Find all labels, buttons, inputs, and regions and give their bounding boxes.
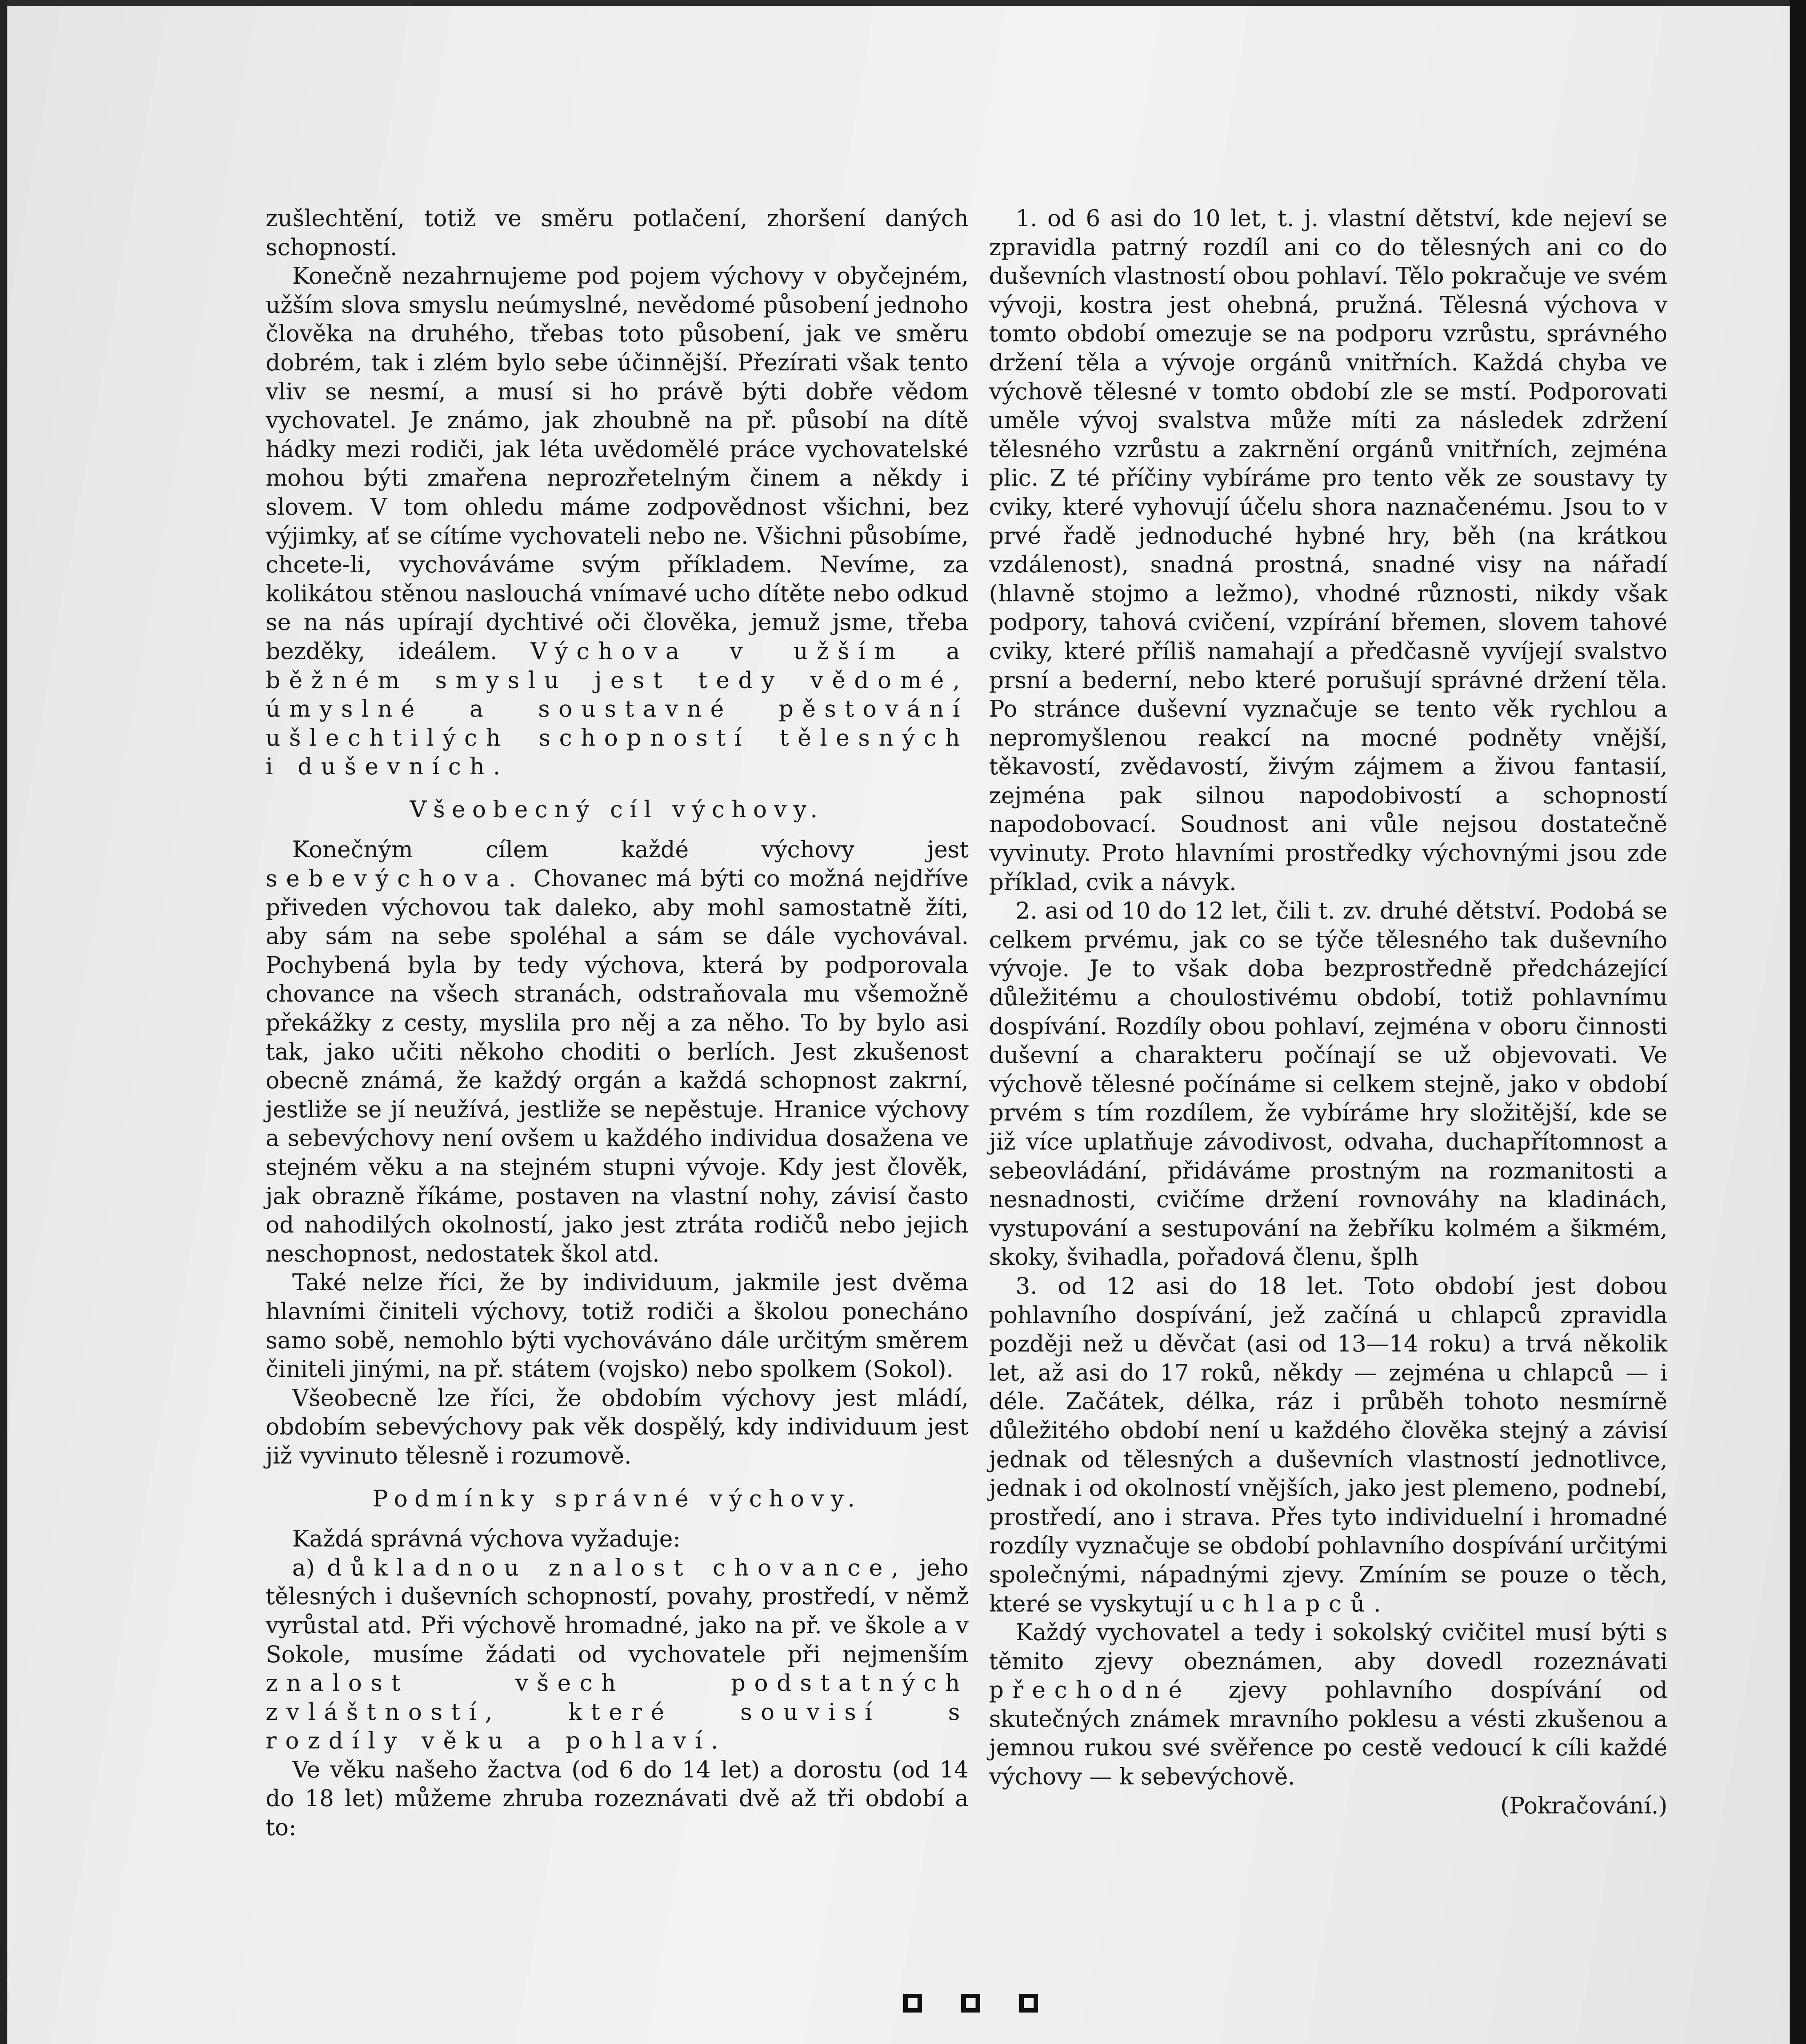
- paragraph-text: 3. od 12 asi do 18 let. Toto období jest dobou pohlavního dospívání, jež začíná u chlapců zpravidla později než u děvčat (asi od 13—14 roku) a trvá několik let, až asi do 17 roků, někdy — zejména u chlapců — i déle. Začátek, délka, ráz i průběh tohoto nesmírně důležitého období není u každého člověka stejný a závisí jednak od tělesných a duševních vlastností jednotlivce, jednak i od okolností vnějších, jako jest plemeno, podnebí, prostředí, ano i strava. Přes tyto individuelní i hromadné rozdíly vyznačuje se období pohlavního dospívání určitými společnými, nápadnými zjevy. Zmíním se pouze o těch, které se vyskytují u: [989, 1273, 1667, 1617]
- paragraph: Ve věku našeho žactva (od 6 do 14 let) a dorostu (od 14 do 18 let) můžeme zhruba rozeznávati dvě až tři období a to:: [266, 1756, 969, 1841]
- section-heading: Všeobecný cíl výchovy.: [410, 796, 825, 823]
- paragraph: [266, 262, 969, 782]
- left-column: [266, 204, 969, 1842]
- paragraph: zušlechtění, totiž ve směru potlačení, zhoršení daných schopností.: [266, 205, 969, 261]
- list-marker: a): [292, 1554, 315, 1581]
- scan-border-right: [1790, 0, 1806, 2044]
- paragraph: [266, 836, 969, 1269]
- section-heading: Podmínky správné výchovy.: [372, 1485, 862, 1512]
- right-column: [989, 204, 1667, 1820]
- continuation-note: (Pokračování.): [1500, 1792, 1667, 1819]
- paragraph-text: zjevy pohlavního dospívání od skutečných známek mravního poklesu a vésti zkušenou a jemnou rukou své svěřence po cestě vedoucí k cíli každé výchovy — k sebevýchově.: [989, 1677, 1667, 1791]
- paragraph-text: Chovanec má býti co možná nejdříve přiveden výchovou tak daleko, aby mohl samostatně žíti, aby sám na sebe spoléhal a sám se dále vychovával. Pochybená byla by tedy výchova, která by podporovala chovance na všech stranách, odstraňovala mu všemožně překážky z cesty, myslila pro něj a za něho. To by bylo asi tak, jako učiti někoho choditi o berlích. Jest zkušenost obecně známá, že každý orgán a každá schopnost zakrní, jestliže se jí neužívá, jestliže se nepěstuje. Hranice výchovy a sebevýchovy není ovšem u každého individua dosažena ve stejném věku a na stejném stupni vývoje. Kdy jest člověk, jak obrazně říkáme, postaven na vlastní nohy, závisí často od nahodilých okolností, jako jest ztráta rodičů nebo jejich neschopnost, nedostatek škol atd.: [266, 865, 969, 1267]
- spaced-emphasis: důkladnou znalost chovance,: [327, 1554, 907, 1581]
- paragraph: Všeobecně lze říci, že obdobím výchovy jest mládí, obdobím sebevýchovy pak věk dospělý, kdy individuum jest již vyvinuto tělesně i rozumově.: [266, 1385, 969, 1469]
- paragraph: [989, 1272, 1667, 1618]
- scan-border-top: [0, 0, 1806, 6]
- paragraph: 2. asi od 10 do 12 let, čili t. zv. druhé dětství. Podobá se celkem prvému, jak co se týče tělesného tak duševního vývoje. Je to však doba bezprostředně předcházející důležitému a choulostivému období, totiž pohlavnímu dospívání. Rozdíly obou pohlaví, zejména v oboru činnosti duševní a charakteru počínají se už objevovati. Ve výchově tělesné počínáme si celkem stejně, jako v období prvém s tím rozdílem, že vybíráme hry složitější, kde se již více uplatňuje závodivost, odvaha, duchapřítomnost a sebeovládání, přidáváme prostným na rozmanitosti a nesnadnosti, cvičíme držení rovnováhy na kladinách, vystupování a sestupování na žebříku kolmém a šikmém, skoky, švihadla, pořadová členu, šplh: [989, 898, 1667, 1271]
- paragraph: [266, 1554, 969, 1756]
- paragraph-text: Konečným cílem každé výchovy jest: [292, 836, 969, 863]
- spaced-emphasis: chlapců.: [1222, 1590, 1390, 1617]
- paragraph-text: Každý vychovatel a tedy i sokolský cvičitel musí býti s těmito zjevy obeznámen, aby dovedl rozeznávati: [989, 1619, 1667, 1675]
- paragraph-text: Konečně nezahrnujeme pod pojem výchovy v obyčejném, užším slova smyslu neúmyslné, nevědomé působení jednoho člověka na druhého, třebas toto působení, jak ve směru dobrém, tak i zlém bylo sebe účinnější. Přezírati však tento vliv se nesmí, a musí si ho právě býti dobře vědom vychovatel. Je známo, jak zhoubně na př. působí na dítě hádky mezi rodiči, jak léta uvědomělé práce vychovatelské mohou býti zmařena neprozřetelným činem a někdy i slovem. V tom ohledu máme zodpovědnost všichni, bez výjimky, ať se cítíme vychovateli nebo ne. Všichni působíme, chcete-li, vychováváme svým příkladem. Nevíme, za kolikátou stěnou naslouchá vnímavé ucho dítěte nebo odkud se na nás upírají dychtivé oči člověka, jemuž jsme, třeba bezděky, ideálem.: [266, 263, 969, 665]
- paragraph-text: jeho tělesných i duševních schopností, povahy, prostředí, v němž vyrůstal atd. Při výchově hromadné, jako na př. ve škole a v Sokole, musíme žádati od vychovatele při nejmenším: [266, 1554, 969, 1668]
- paragraph: 1. od 6 asi do 10 let, t. j. vlastní dětství, kde nejeví se zpravidla patrný rozdíl ani co do tělesných ani co do duševních vlastností obou pohlaví. Tělo pokračuje ve svém vývoji, kostra jest ohebná, pružná. Tělesná výchova v tomto období omezuje se na podporu vzrůstu, správného držení těla a vývoje orgánů vnitřních. Každá chyba ve výchově tělesné v tomto období zle se mstí. Podporovati uměle vývoj svalstva může míti za následek zdržení tělesného vzrůstu a zakrnění orgánů vnitřních, zejména plic. Z té příčiny vybíráme pro tento věk ze soustavy ty cviky, které vyhovují účelu shora naznačenému. Jsou to v prvé řadě jednoduché hybné hry, běh (na krátkou vzdálenost), snadná prostná, snadné visy na nářadí (hlavně stojmo a ležmo), vhodné různosti, nikdy však podpory, tahová cvičení, vzpírání břemen, slovem tahové cviky, které příliš namahají a předčasně vyvíjejí svalstvo prsní a bederní, nebo které porušují správné držení těla. Po stránce duševní vyznačuje se tento věk rychlou a nepromyšlenou reakcí na mocné podněty vnější, těkavostí, zvědavostí, živým zájmem a živou fantasií, zejména pak silnou napodobivostí a schopností napodobovací. Soudnost ani vůle nejsou dostatečně vyvinuty. Proto hlavními prostředky výchovnými jsou zde příklad, cvik a návyk.: [989, 205, 1667, 896]
- paragraph: Také nelze říci, že by individuum, jakmile jest dvěma hlavními činiteli výchovy, totiž rodiči a školou ponecháno samo sobě, nemohlo býti vychováváno dále určitým směrem činiteli jinými, na př. státem (vojsko) nebo spolkem (Sokol).: [266, 1269, 969, 1383]
- scan-border-left: [0, 0, 7, 2044]
- section-divider-ornament: [903, 1987, 1038, 2019]
- square-ornament-icon: [1019, 1994, 1038, 2013]
- spaced-emphasis: Výchova v užším a běžném smyslu jest tedy vědomé, úmyslné a soustavné pěstování ušlechtilých schopností tělesných i duševních.: [266, 638, 969, 780]
- spaced-emphasis: znalost všech podstatných zvláštností, které souvisí s rozdíly věku a pohlaví.: [266, 1670, 969, 1755]
- paragraph: Každá správná výchova vyžaduje:: [292, 1526, 681, 1553]
- spaced-emphasis: sebevýchova.: [266, 865, 525, 892]
- square-ornament-icon: [961, 1994, 980, 2013]
- square-ornament-icon: [903, 1994, 922, 2013]
- spaced-emphasis: přechodné: [989, 1677, 1191, 1704]
- paragraph: [989, 1618, 1667, 1792]
